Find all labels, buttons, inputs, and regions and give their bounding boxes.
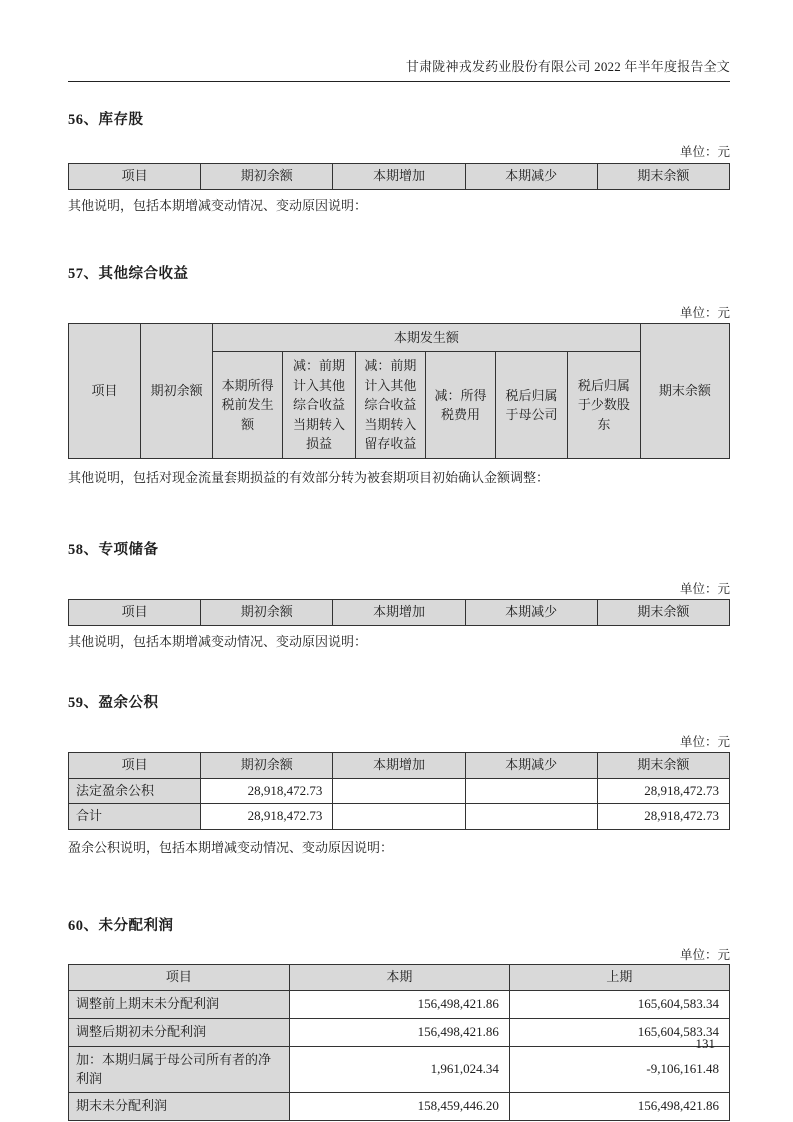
table-row: [69, 1046, 730, 1093]
section-59-title: 59、盈余公积: [68, 694, 159, 711]
unit-label-56: 单位：元: [679, 145, 730, 159]
prior-period-value: 165,604,583.34: [509, 1018, 729, 1046]
page-number: 131: [695, 1036, 715, 1051]
column-header-item: 项目: [69, 752, 201, 778]
column-header-closing: 期末余额: [597, 752, 729, 778]
column-header-item: 项目: [69, 164, 201, 190]
current-period-value: 1,961,024.34: [289, 1046, 509, 1093]
table-header-row: [69, 965, 730, 991]
other-comprehensive-income-table: [68, 323, 730, 459]
section-56-title: 56、库存股: [68, 112, 144, 128]
table-header-row: [69, 599, 730, 625]
column-header-closing: 期末余额: [640, 323, 729, 458]
unit-label-60: 单位：元: [679, 948, 730, 963]
column-header-increase: 本期增加: [333, 164, 465, 190]
column-header-prior: 上期: [509, 965, 729, 991]
prior-period-value: 165,604,583.34: [509, 991, 729, 1019]
report-title: 甘肃陇神戎发药业股份有限公司 2022 年半年度报告全文: [405, 59, 730, 74]
table-header-row: [69, 752, 730, 778]
row-label: 调整后期初未分配利润: [69, 1018, 290, 1046]
subheader-attrib-minority: 税后归属于少数股东: [568, 352, 641, 459]
unit-label-59: 单位：元: [679, 734, 730, 749]
section-57-note: 其他说明，包括对现金流量套期损益的有效部分转为被套期项目初始确认金额调整：: [68, 469, 550, 485]
column-header-decrease: 本期减少: [465, 752, 597, 778]
decrease-value: [465, 804, 597, 830]
column-header-increase: 本期增加: [333, 752, 465, 778]
subheader-transfer-to-retained: 减：前期计入其他综合收益当期转入留存收益: [355, 352, 425, 459]
unit-label-57: 单位：元: [679, 305, 730, 320]
section-56-note: 其他说明，包括本期增减变动情况、变动原因说明：: [68, 197, 368, 213]
table-row: [69, 778, 730, 804]
document-header: [68, 56, 730, 82]
closing-balance-value: 28,918,472.73: [597, 778, 729, 804]
undistributed-profit-table: [68, 964, 730, 1121]
column-header-item: 项目: [69, 599, 201, 625]
column-header-closing: 期末余额: [597, 164, 729, 190]
prior-period-value: -9,106,161.48: [509, 1046, 729, 1093]
section-58-note: 其他说明，包括本期增减变动情况、变动原因说明：: [68, 633, 368, 649]
row-label: 调整前上期末未分配利润: [69, 991, 290, 1019]
column-header-opening: 期初余额: [201, 752, 333, 778]
row-label: 加：本期归属于母公司所有者的净利润: [69, 1046, 290, 1093]
section-57-title: 57、其他综合收益: [68, 265, 189, 282]
current-period-value: 156,498,421.86: [289, 1018, 509, 1046]
unit-label-58: 单位：元: [679, 581, 730, 596]
subheader-pretax-amount: 本期所得税前发生额: [213, 352, 283, 459]
special-reserve-table: [68, 599, 730, 626]
subheader-transfer-to-pl: 减：前期计入其他综合收益当期转入损益: [283, 352, 356, 459]
increase-value: [333, 804, 465, 830]
opening-balance-value: 28,918,472.73: [201, 778, 333, 804]
increase-value: [333, 778, 465, 804]
subheader-income-tax: 减：所得税费用: [425, 352, 495, 459]
column-header-increase: 本期增加: [333, 599, 465, 625]
section-59-note: 盈余公积说明，包括本期增减变动情况、变动原因说明：: [68, 840, 394, 856]
table-row: [69, 1018, 730, 1046]
current-period-value: 156,498,421.86: [289, 991, 509, 1019]
row-label: 期末未分配利润: [69, 1093, 290, 1121]
closing-balance-value: 28,918,472.73: [597, 804, 729, 830]
row-label: 合计: [69, 804, 201, 830]
subheader-attrib-parent: 税后归属于母公司: [495, 352, 567, 459]
table-header-row: [69, 323, 730, 352]
column-header-closing: 期末余额: [597, 599, 729, 625]
column-header-item: 项目: [69, 965, 290, 991]
current-period-value: 158,459,446.20: [289, 1093, 509, 1121]
table-header-row: [69, 164, 730, 190]
column-header-decrease: 本期减少: [465, 599, 597, 625]
column-header-opening: 期初余额: [141, 323, 213, 458]
row-label: 法定盈余公积: [69, 778, 201, 804]
column-header-opening: 期初余额: [201, 164, 333, 190]
column-group-header-current-period: 本期发生额: [213, 323, 641, 352]
section-60-title: 60、未分配利润: [68, 918, 174, 935]
table-row: [69, 1093, 730, 1121]
column-header-opening: 期初余额: [201, 599, 333, 625]
section-58-title: 58、专项储备: [68, 541, 159, 558]
decrease-value: [465, 778, 597, 804]
column-header-current: 本期: [289, 965, 509, 991]
treasury-stock-table: [68, 163, 730, 190]
column-header-item: 项目: [69, 323, 141, 458]
surplus-reserve-table: [68, 752, 730, 831]
prior-period-value: 156,498,421.86: [509, 1093, 729, 1121]
opening-balance-value: 28,918,472.73: [201, 804, 333, 830]
column-header-decrease: 本期减少: [465, 164, 597, 190]
table-row-total: [69, 804, 730, 830]
table-row: [69, 991, 730, 1019]
